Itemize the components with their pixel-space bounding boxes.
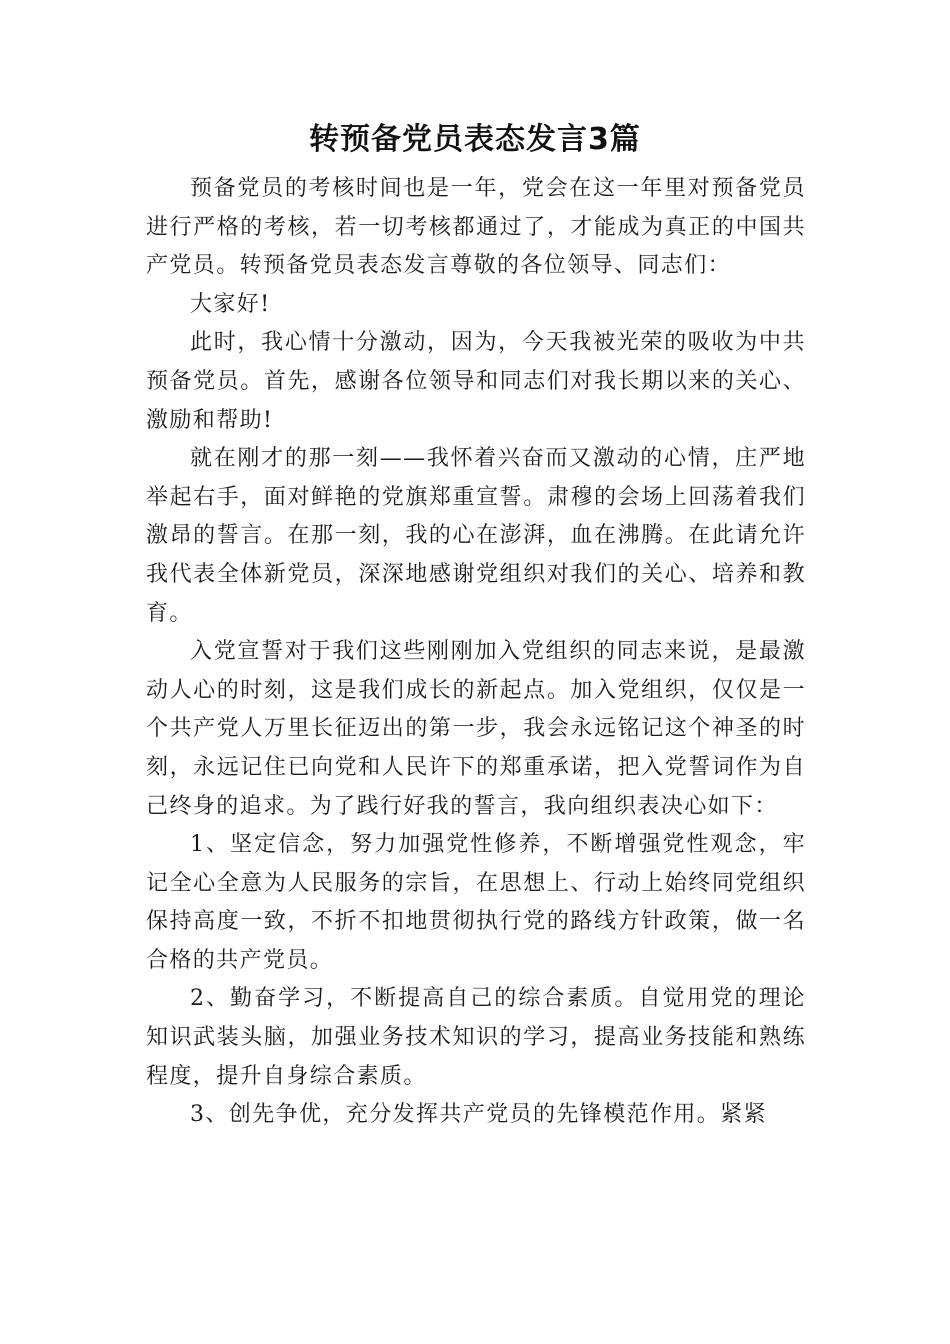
paragraph-point-2: 2、勤奋学习，不断提高自己的综合素质。自觉用党的理论知识武装头脑，加强业务技术知识的学习，提高业务技能和熟练程度，提升自身综合素质。 — [146, 986, 806, 1089]
paragraph-greeting: 大家好! — [190, 291, 271, 317]
document-title: 转预备党员表态发言3篇 — [309, 122, 641, 157]
document-body — [146, 170, 806, 1135]
paragraph-new-start: 入党宣誓对于我们这些刚刚加入党组织的同志来说，是最激动人心的时刻，这是我们成长的新起点。加入党组织，仅仅是一个共产党人万里长征迈出的第一步，我会永远铭记这个神圣的时刻，永远记住已向党和人民许下的郑重承诺，把入党誓词作为自己终身的追求。为了践行好我的誓言，我向组织表决心如下： — [146, 639, 806, 819]
paragraph-point-3: 3、创先争优，充分发挥共产党员的先锋模范作用。紧紧 — [190, 1102, 767, 1128]
paragraph-gratitude: 此时，我心情十分激动，因为，今天我被光荣的吸收为中共预备党员。首先，感谢各位领导和同志们对我长期以来的关心、激励和帮助! — [146, 330, 806, 433]
paragraph-point-1: 1、坚定信念，努力加强党性修养，不断增强党性观念，牢记全心全意为人民服务的宗旨，在思想上、行动上始终同党组织保持高度一致，不折不扣地贯彻执行党的路线方针政策，做一名合格的共产党员。 — [146, 832, 806, 973]
paragraph-oath: 就在刚才的那一刻——我怀着兴奋而又激动的心情，庄严地举起右手，面对鲜艳的党旗郑重宣誓。肃穆的会场上回荡着我们激昂的誓言。在那一刻，我的心在澎湃，血在沸腾。在此请允许我代表全体新党员，深深地感谢党组织对我们的关心、培养和教育。 — [146, 446, 806, 626]
paragraph-intro: 预备党员的考核时间也是一年，党会在这一年里对预备党员进行严格的考核，若一切考核都通过了，才能成为真正的中国共产党员。转预备党员表态发言尊敬的各位领导、同志们： — [146, 176, 806, 279]
